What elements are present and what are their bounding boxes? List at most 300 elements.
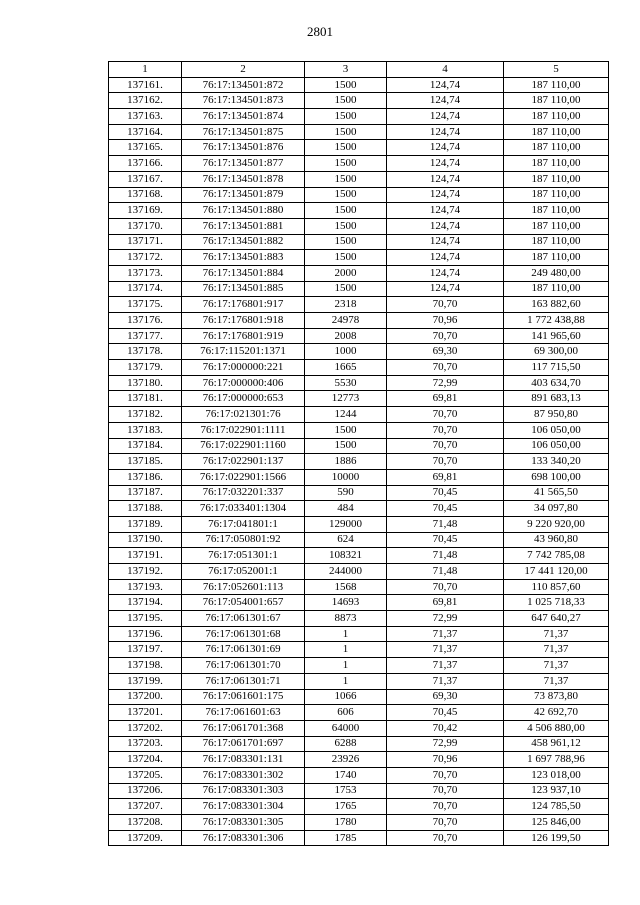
table-row <box>109 93 609 109</box>
cadastral-number-cell: 76:17:022901:137 <box>182 454 305 470</box>
table-row <box>109 611 609 627</box>
table-row <box>109 736 609 752</box>
value-cell: 123 018,00 <box>504 767 609 783</box>
table-row <box>109 422 609 438</box>
cadastral-number-cell: 76:17:033401:1304 <box>182 501 305 517</box>
area-cell: 10000 <box>305 469 387 485</box>
row-number-cell: 137184. <box>109 438 182 454</box>
row-number-cell: 137165. <box>109 140 182 156</box>
value-cell: 187 110,00 <box>504 124 609 140</box>
value-cell: 1 772 438,88 <box>504 313 609 329</box>
rate-cell: 124,74 <box>387 187 504 203</box>
table-row <box>109 375 609 391</box>
area-cell: 1753 <box>305 783 387 799</box>
row-number-cell: 137205. <box>109 767 182 783</box>
area-cell: 2000 <box>305 265 387 281</box>
area-cell: 1500 <box>305 171 387 187</box>
table-row <box>109 281 609 297</box>
rate-cell: 71,48 <box>387 516 504 532</box>
area-cell: 2318 <box>305 297 387 313</box>
area-cell: 1500 <box>305 156 387 172</box>
value-cell: 117 715,50 <box>504 360 609 376</box>
row-number-cell: 137162. <box>109 93 182 109</box>
rate-cell: 124,74 <box>387 77 504 93</box>
row-number-cell: 137203. <box>109 736 182 752</box>
table-row <box>109 454 609 470</box>
area-cell: 129000 <box>305 516 387 532</box>
table-row <box>109 171 609 187</box>
area-cell: 12773 <box>305 391 387 407</box>
cadastral-number-cell: 76:17:061601:175 <box>182 689 305 705</box>
row-number-cell: 137171. <box>109 234 182 250</box>
cadastral-number-cell: 76:17:022901:1566 <box>182 469 305 485</box>
row-number-cell: 137208. <box>109 815 182 831</box>
table-row <box>109 564 609 580</box>
rate-cell: 124,74 <box>387 203 504 219</box>
area-cell: 5530 <box>305 375 387 391</box>
area-cell: 108321 <box>305 548 387 564</box>
table-row <box>109 391 609 407</box>
rate-cell: 70,42 <box>387 720 504 736</box>
row-number-cell: 137163. <box>109 109 182 125</box>
data-table <box>108 61 609 846</box>
area-cell: 1500 <box>305 234 387 250</box>
rate-cell: 72,99 <box>387 375 504 391</box>
value-cell: 187 110,00 <box>504 250 609 266</box>
rate-cell: 72,99 <box>387 611 504 627</box>
value-cell: 187 110,00 <box>504 234 609 250</box>
table-row <box>109 642 609 658</box>
table-row <box>109 830 609 846</box>
table-row <box>109 124 609 140</box>
table-row <box>109 752 609 768</box>
value-cell: 17 441 120,00 <box>504 564 609 580</box>
area-cell: 1500 <box>305 93 387 109</box>
area-cell: 1000 <box>305 344 387 360</box>
cadastral-number-cell: 76:17:021301:76 <box>182 407 305 423</box>
row-number-cell: 137183. <box>109 422 182 438</box>
rate-cell: 70,70 <box>387 830 504 846</box>
value-cell: 458 961,12 <box>504 736 609 752</box>
cadastral-number-cell: 76:17:134501:874 <box>182 109 305 125</box>
value-cell: 43 960,80 <box>504 532 609 548</box>
row-number-cell: 137168. <box>109 187 182 203</box>
cadastral-number-cell: 76:17:083301:306 <box>182 830 305 846</box>
row-number-cell: 137199. <box>109 673 182 689</box>
cadastral-number-cell: 76:17:134501:883 <box>182 250 305 266</box>
row-number-cell: 137179. <box>109 360 182 376</box>
rate-cell: 124,74 <box>387 234 504 250</box>
rate-cell: 70,70 <box>387 454 504 470</box>
rate-cell: 70,70 <box>387 815 504 831</box>
area-cell: 1500 <box>305 438 387 454</box>
table-body <box>109 77 609 846</box>
table-row <box>109 485 609 501</box>
table-row <box>109 501 609 517</box>
cadastral-number-cell: 76:17:000000:221 <box>182 360 305 376</box>
value-cell: 123 937,10 <box>504 783 609 799</box>
row-number-cell: 137188. <box>109 501 182 517</box>
value-cell: 34 097,80 <box>504 501 609 517</box>
rate-cell: 70,45 <box>387 501 504 517</box>
row-number-cell: 137185. <box>109 454 182 470</box>
cadastral-number-cell: 76:17:032201:337 <box>182 485 305 501</box>
rate-cell: 124,74 <box>387 93 504 109</box>
cadastral-number-cell: 76:17:083301:304 <box>182 799 305 815</box>
area-cell: 8873 <box>305 611 387 627</box>
table-row <box>109 218 609 234</box>
area-cell: 606 <box>305 705 387 721</box>
area-cell: 1568 <box>305 579 387 595</box>
table-row <box>109 109 609 125</box>
value-cell: 71,37 <box>504 673 609 689</box>
cadastral-number-cell: 76:17:061301:67 <box>182 611 305 627</box>
cadastral-number-cell: 76:17:134501:877 <box>182 156 305 172</box>
rate-cell: 70,96 <box>387 752 504 768</box>
rate-cell: 72,99 <box>387 736 504 752</box>
value-cell: 187 110,00 <box>504 171 609 187</box>
row-number-cell: 137194. <box>109 595 182 611</box>
rate-cell: 70,45 <box>387 705 504 721</box>
table-row <box>109 438 609 454</box>
area-cell: 624 <box>305 532 387 548</box>
value-cell: 141 965,60 <box>504 328 609 344</box>
value-cell: 187 110,00 <box>504 203 609 219</box>
table-row <box>109 767 609 783</box>
table-row <box>109 328 609 344</box>
area-cell: 1500 <box>305 203 387 219</box>
value-cell: 87 950,80 <box>504 407 609 423</box>
table-row <box>109 203 609 219</box>
cadastral-number-cell: 76:17:061701:697 <box>182 736 305 752</box>
cadastral-number-cell: 76:17:061601:63 <box>182 705 305 721</box>
rate-cell: 70,70 <box>387 767 504 783</box>
area-cell: 1500 <box>305 140 387 156</box>
row-number-cell: 137174. <box>109 281 182 297</box>
area-cell: 1 <box>305 642 387 658</box>
row-number-cell: 137200. <box>109 689 182 705</box>
cadastral-number-cell: 76:17:050801:92 <box>182 532 305 548</box>
cadastral-number-cell: 76:17:000000:406 <box>182 375 305 391</box>
rate-cell: 69,81 <box>387 469 504 485</box>
cadastral-number-cell: 76:17:083301:303 <box>182 783 305 799</box>
cadastral-number-cell: 76:17:134501:879 <box>182 187 305 203</box>
row-number-cell: 137186. <box>109 469 182 485</box>
row-number-cell: 137172. <box>109 250 182 266</box>
row-number-cell: 137198. <box>109 658 182 674</box>
value-cell: 187 110,00 <box>504 281 609 297</box>
value-cell: 110 857,60 <box>504 579 609 595</box>
cadastral-number-cell: 76:17:134501:882 <box>182 234 305 250</box>
value-cell: 124 785,50 <box>504 799 609 815</box>
value-cell: 69 300,00 <box>504 344 609 360</box>
table-row <box>109 658 609 674</box>
area-cell: 1 <box>305 658 387 674</box>
value-cell: 42 692,70 <box>504 705 609 721</box>
area-cell: 590 <box>305 485 387 501</box>
value-cell: 106 050,00 <box>504 438 609 454</box>
value-cell: 1 025 718,33 <box>504 595 609 611</box>
cadastral-number-cell: 76:17:061301:68 <box>182 626 305 642</box>
row-number-cell: 137182. <box>109 407 182 423</box>
rate-cell: 71,37 <box>387 673 504 689</box>
rate-cell: 70,70 <box>387 407 504 423</box>
cadastral-number-cell: 76:17:061301:70 <box>182 658 305 674</box>
value-cell: 647 640,27 <box>504 611 609 627</box>
row-number-cell: 137193. <box>109 579 182 595</box>
value-cell: 187 110,00 <box>504 93 609 109</box>
cadastral-number-cell: 76:17:134501:873 <box>182 93 305 109</box>
area-cell: 1780 <box>305 815 387 831</box>
cadastral-number-cell: 76:17:052601:113 <box>182 579 305 595</box>
table-row <box>109 720 609 736</box>
rate-cell: 124,74 <box>387 265 504 281</box>
cadastral-number-cell: 76:17:000000:653 <box>182 391 305 407</box>
cadastral-number-cell: 76:17:083301:302 <box>182 767 305 783</box>
column-header: 1 <box>109 62 182 78</box>
value-cell: 187 110,00 <box>504 109 609 125</box>
table-row <box>109 689 609 705</box>
cadastral-number-cell: 76:17:083301:305 <box>182 815 305 831</box>
cadastral-number-cell: 76:17:022901:1111 <box>182 422 305 438</box>
value-cell: 126 199,50 <box>504 830 609 846</box>
area-cell: 23926 <box>305 752 387 768</box>
rate-cell: 70,70 <box>387 328 504 344</box>
rate-cell: 69,81 <box>387 595 504 611</box>
row-number-cell: 137189. <box>109 516 182 532</box>
row-number-cell: 137209. <box>109 830 182 846</box>
rate-cell: 69,30 <box>387 344 504 360</box>
value-cell: 9 220 920,00 <box>504 516 609 532</box>
table-row <box>109 360 609 376</box>
row-number-cell: 137177. <box>109 328 182 344</box>
rate-cell: 70,70 <box>387 783 504 799</box>
row-number-cell: 137170. <box>109 218 182 234</box>
area-cell: 1 <box>305 673 387 689</box>
rate-cell: 124,74 <box>387 156 504 172</box>
rate-cell: 70,70 <box>387 579 504 595</box>
table-row <box>109 297 609 313</box>
value-cell: 187 110,00 <box>504 187 609 203</box>
rate-cell: 71,37 <box>387 626 504 642</box>
area-cell: 1500 <box>305 218 387 234</box>
rate-cell: 70,70 <box>387 438 504 454</box>
cadastral-number-cell: 76:17:061301:71 <box>182 673 305 689</box>
cadastral-number-cell: 76:17:176801:917 <box>182 297 305 313</box>
table-row <box>109 516 609 532</box>
cadastral-number-cell: 76:17:083301:131 <box>182 752 305 768</box>
rate-cell: 70,70 <box>387 297 504 313</box>
row-number-cell: 137181. <box>109 391 182 407</box>
table-row <box>109 532 609 548</box>
rate-cell: 70,45 <box>387 485 504 501</box>
row-number-cell: 137187. <box>109 485 182 501</box>
row-number-cell: 137202. <box>109 720 182 736</box>
rate-cell: 124,74 <box>387 140 504 156</box>
row-number-cell: 137191. <box>109 548 182 564</box>
value-cell: 403 634,70 <box>504 375 609 391</box>
table-row <box>109 187 609 203</box>
value-cell: 73 873,80 <box>504 689 609 705</box>
area-cell: 1500 <box>305 109 387 125</box>
row-number-cell: 137176. <box>109 313 182 329</box>
row-number-cell: 137196. <box>109 626 182 642</box>
rate-cell: 70,45 <box>387 532 504 548</box>
value-cell: 71,37 <box>504 626 609 642</box>
area-cell: 1500 <box>305 422 387 438</box>
table-row <box>109 815 609 831</box>
cadastral-number-cell: 76:17:051301:1 <box>182 548 305 564</box>
rate-cell: 69,81 <box>387 391 504 407</box>
cadastral-number-cell: 76:17:022901:1160 <box>182 438 305 454</box>
table-row <box>109 579 609 595</box>
cadastral-number-cell: 76:17:061301:69 <box>182 642 305 658</box>
area-cell: 1785 <box>305 830 387 846</box>
value-cell: 891 683,13 <box>504 391 609 407</box>
row-number-cell: 137180. <box>109 375 182 391</box>
cadastral-number-cell: 76:17:176801:918 <box>182 313 305 329</box>
value-cell: 41 565,50 <box>504 485 609 501</box>
cadastral-number-cell: 76:17:176801:919 <box>182 328 305 344</box>
table-row <box>109 250 609 266</box>
area-cell: 1244 <box>305 407 387 423</box>
area-cell: 14693 <box>305 595 387 611</box>
table-row <box>109 313 609 329</box>
table-row <box>109 77 609 93</box>
cadastral-number-cell: 76:17:134501:885 <box>182 281 305 297</box>
column-header: 2 <box>182 62 305 78</box>
rate-cell: 124,74 <box>387 124 504 140</box>
row-number-cell: 137178. <box>109 344 182 360</box>
table-row <box>109 265 609 281</box>
cadastral-number-cell: 76:17:134501:876 <box>182 140 305 156</box>
rate-cell: 70,70 <box>387 422 504 438</box>
area-cell: 1765 <box>305 799 387 815</box>
cadastral-number-cell: 76:17:134501:884 <box>182 265 305 281</box>
table-row <box>109 140 609 156</box>
area-cell: 1500 <box>305 250 387 266</box>
cadastral-number-cell: 76:17:134501:878 <box>182 171 305 187</box>
rate-cell: 69,30 <box>387 689 504 705</box>
value-cell: 125 846,00 <box>504 815 609 831</box>
value-cell: 698 100,00 <box>504 469 609 485</box>
table-row <box>109 783 609 799</box>
area-cell: 1500 <box>305 281 387 297</box>
row-number-cell: 137207. <box>109 799 182 815</box>
area-cell: 484 <box>305 501 387 517</box>
area-cell: 1500 <box>305 124 387 140</box>
area-cell: 1740 <box>305 767 387 783</box>
rate-cell: 71,37 <box>387 642 504 658</box>
value-cell: 133 340,20 <box>504 454 609 470</box>
value-cell: 249 480,00 <box>504 265 609 281</box>
cadastral-number-cell: 76:17:052001:1 <box>182 564 305 580</box>
row-number-cell: 137192. <box>109 564 182 580</box>
value-cell: 187 110,00 <box>504 77 609 93</box>
rate-cell: 124,74 <box>387 218 504 234</box>
cadastral-number-cell: 76:17:134501:875 <box>182 124 305 140</box>
table-row <box>109 548 609 564</box>
rate-cell: 71,48 <box>387 548 504 564</box>
table-row <box>109 673 609 689</box>
cadastral-number-cell: 76:17:134501:872 <box>182 77 305 93</box>
value-cell: 187 110,00 <box>504 156 609 172</box>
table-row <box>109 626 609 642</box>
area-cell: 244000 <box>305 564 387 580</box>
rate-cell: 70,70 <box>387 799 504 815</box>
row-number-cell: 137190. <box>109 532 182 548</box>
value-cell: 7 742 785,08 <box>504 548 609 564</box>
value-cell: 187 110,00 <box>504 218 609 234</box>
cadastral-number-cell: 76:17:115201:1371 <box>182 344 305 360</box>
area-cell: 1500 <box>305 187 387 203</box>
table-row <box>109 234 609 250</box>
row-number-cell: 137169. <box>109 203 182 219</box>
row-number-cell: 137206. <box>109 783 182 799</box>
value-cell: 71,37 <box>504 642 609 658</box>
area-cell: 1066 <box>305 689 387 705</box>
row-number-cell: 137201. <box>109 705 182 721</box>
area-cell: 1 <box>305 626 387 642</box>
row-number-cell: 137175. <box>109 297 182 313</box>
row-number-cell: 137166. <box>109 156 182 172</box>
cadastral-number-cell: 76:17:061701:368 <box>182 720 305 736</box>
column-header: 5 <box>504 62 609 78</box>
rate-cell: 124,74 <box>387 250 504 266</box>
value-cell: 163 882,60 <box>504 297 609 313</box>
value-cell: 187 110,00 <box>504 140 609 156</box>
row-number-cell: 137173. <box>109 265 182 281</box>
cadastral-number-cell: 76:17:054001:657 <box>182 595 305 611</box>
table-row <box>109 156 609 172</box>
table-row <box>109 705 609 721</box>
value-cell: 71,37 <box>504 658 609 674</box>
table-row <box>109 595 609 611</box>
row-number-cell: 137197. <box>109 642 182 658</box>
table-row <box>109 407 609 423</box>
row-number-cell: 137204. <box>109 752 182 768</box>
row-number-cell: 137161. <box>109 77 182 93</box>
area-cell: 2008 <box>305 328 387 344</box>
rate-cell: 124,74 <box>387 171 504 187</box>
area-cell: 1500 <box>305 77 387 93</box>
column-header: 4 <box>387 62 504 78</box>
rate-cell: 124,74 <box>387 281 504 297</box>
table-row <box>109 344 609 360</box>
area-cell: 1665 <box>305 360 387 376</box>
table-header-row <box>109 62 609 78</box>
area-cell: 6288 <box>305 736 387 752</box>
table-row <box>109 469 609 485</box>
value-cell: 4 506 880,00 <box>504 720 609 736</box>
value-cell: 106 050,00 <box>504 422 609 438</box>
rate-cell: 71,37 <box>387 658 504 674</box>
value-cell: 1 697 788,96 <box>504 752 609 768</box>
page-number: 2801 <box>307 24 333 39</box>
rate-cell: 71,48 <box>387 564 504 580</box>
rate-cell: 124,74 <box>387 109 504 125</box>
cadastral-number-cell: 76:17:134501:881 <box>182 218 305 234</box>
area-cell: 1886 <box>305 454 387 470</box>
row-number-cell: 137167. <box>109 171 182 187</box>
rate-cell: 70,70 <box>387 360 504 376</box>
rate-cell: 70,96 <box>387 313 504 329</box>
area-cell: 64000 <box>305 720 387 736</box>
cadastral-number-cell: 76:17:134501:880 <box>182 203 305 219</box>
row-number-cell: 137164. <box>109 124 182 140</box>
area-cell: 24978 <box>305 313 387 329</box>
row-number-cell: 137195. <box>109 611 182 627</box>
